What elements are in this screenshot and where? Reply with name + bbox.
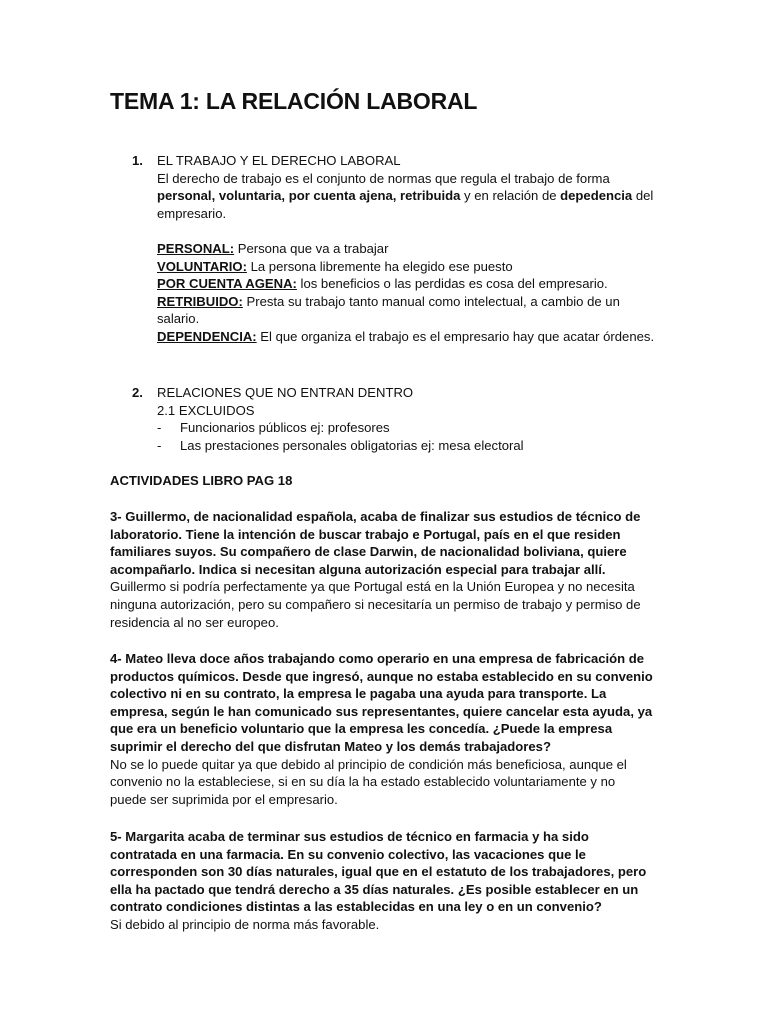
- question-3-text: 3- Guillermo, de nacionalidad española, acaba de finalizar sus estudios de técnico de laboratorio. Tiene la intención de buscar trabajo e Portugal, país en el que residen familiares suyos. Su compañero de clase Darwin, de nacionalidad boliviana, quiere acompañarlo. Indica si necesitan alguna autorización especial para trabajar allí.: [110, 509, 641, 577]
- section-1: [110, 152, 670, 346]
- definition-dependencia: DEPENDENCIA: El que organiza el trabajo es el empresario hay que acatar órdenes.: [157, 328, 655, 344]
- question-3: [110, 508, 655, 631]
- question-4: [110, 650, 655, 808]
- question-5-text: 5- Margarita acaba de terminar sus estudios de técnico en farmacia y ha sido contratada en una farmacia. En su convenio colectivo, las vacaciones que le corresponden son 30 días naturales, igual que en el estatuto de los trabajadores, pero ella ha pactado que tendrá derecho a 35 días naturales. ¿Es posible establecer en un contrato condiciones distintas a las establecidas en una ley o en un convenio?: [110, 829, 647, 915]
- question-5: [110, 828, 655, 934]
- list-dash: -: [157, 437, 162, 453]
- answer-3-text: Guillermo si podría perfectamente ya que Portugal está en la Unión Europea y no necesita ninguna autorización, pero su compañero si necesitaría un permiso de trabajo y permiso de residencia al no ser europeo.: [110, 579, 641, 630]
- section-2-heading: RELACIONES QUE NO ENTRAN DENTRO: [157, 385, 414, 400]
- section-2-number: 2.: [132, 385, 143, 400]
- answer-5-text: Si debido al principio de norma más favorable.: [110, 916, 380, 932]
- definition-list: [157, 240, 662, 346]
- list-item: - Funcionarios públicos ej: profesores: [157, 420, 390, 436]
- section-1-number: 1.: [132, 153, 143, 168]
- definition-por-cuenta-agena: POR CUENTA AGENA: los beneficios o las perdidas es cosa del empresario.: [157, 276, 608, 292]
- section-2: [110, 384, 670, 454]
- list-item: - Las prestaciones personales obligatorias ej: mesa electoral: [157, 437, 524, 453]
- section-1-heading: EL TRABAJO Y EL DERECHO LABORAL: [157, 153, 401, 168]
- excluded-list: [110, 419, 670, 454]
- section-2-subheading: 2.1 EXCLUIDOS: [157, 402, 255, 418]
- list-dash: -: [157, 420, 162, 436]
- page-title: TEMA 1: LA RELACIÓN LABORAL: [110, 88, 478, 114]
- definition-retribuido: RETRIBUIDO: Presta su trabajo tanto manual como intelectual, a cambio de un salario.: [157, 293, 620, 327]
- section-1-intro: El derecho de trabajo es el conjunto de normas que regula el trabajo de forma personal, voluntaria, por cuenta ajena, retribuida y en relación de depedencia del empresario.: [157, 170, 654, 221]
- answer-4-text: No se lo puede quitar ya que debido al principio de condición más beneficiosa, aunque el convenio no la estableciese, si en su día la ha estado establecido voluntariamente y no puede ser suprimida por el empresario.: [110, 756, 627, 807]
- activities-heading: ACTIVIDADES LIBRO PAG 18: [110, 473, 293, 488]
- question-4-text: 4- Mateo lleva doce años trabajando como operario en una empresa de fabricación de productos químicos. Desde que ingresó, aunque no estaba establecido en su convenio colectivo ni en su contrato, la empresa le pagaba una ayuda para transporte. La empresa, según le han comunicado sus representantes, quiere cancelar esta ayuda, ya que era un beneficio voluntario que la empresa les concedía. ¿Puede la empresa suprimir el derecho del que disfrutan Mateo y los demás trabajadores?: [110, 651, 653, 754]
- definition-personal: PERSONAL: Persona que va a trabajar: [157, 240, 389, 256]
- definition-voluntario: VOLUNTARIO: La persona libremente ha elegido ese puesto: [157, 258, 513, 274]
